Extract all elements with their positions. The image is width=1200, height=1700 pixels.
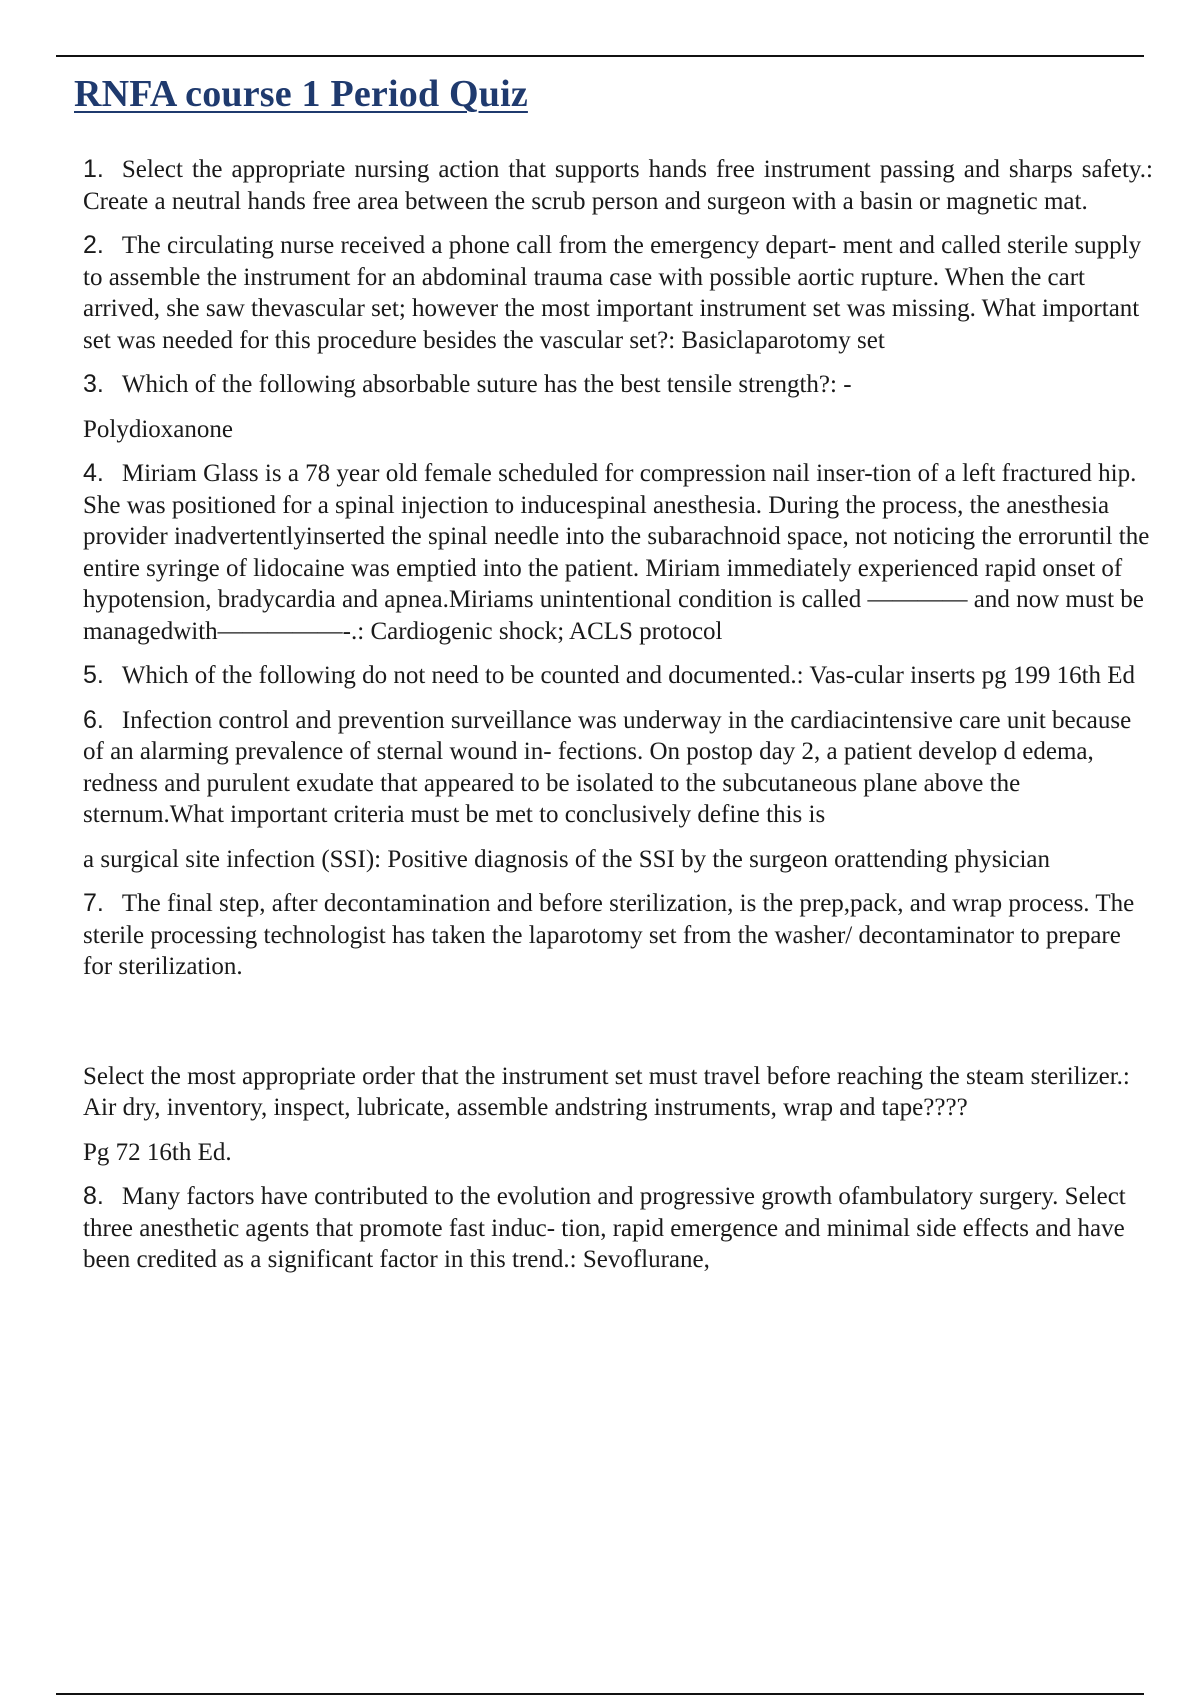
- question-number: 8.: [83, 1182, 104, 1210]
- top-rule: [56, 55, 1144, 57]
- question-text: The circulating nurse received a phone call from the emergency depart- ment and called sterile supply to assemble the instrument for an abdominal trauma case with possible aortic rupture. When the cart arrived, she saw thevascular set; however the most important instrument set was missing. What important set was needed for this procedure besides the vascular set?: Basiclaparotomy set: [83, 232, 1142, 354]
- question-3: [83, 369, 1153, 401]
- question-8: [83, 1181, 1153, 1276]
- question-4: [83, 458, 1153, 647]
- question-5: [83, 660, 1153, 692]
- question-7-note: Pg 72 16th Ed.: [83, 1138, 232, 1166]
- question-text: Miriam Glass is a 78 year old female scheduled for compression nail inser-tion of a left fractured hip. She was positioned for a spinal injection to inducespinal anesthesia. During the process, the anesthesia provider inadvertentlyinserted the spinal needle into the subarachnoid space, not noticing the erroruntil the entire syringe of lidocaine was emptied into the patient. Miriam immediately experienced rapid onset of hypotension, bradycardia and apnea.Miriams unintentional condition is called ———— and now must be managedwith—————-.: Cardiogenic shock; ACLS protocol: [83, 460, 1150, 645]
- question-text: Select the appropriate nursing action that supports hands free instrument passing and sharps safety.: Create a neutral hands free area between the scrub person and surgeon with a basin or magnetic mat.: [83, 156, 1153, 215]
- bottom-rule: [56, 1693, 1144, 1695]
- question-text: The final step, after decontamination and before sterilization, is the prep,pack, and wrap process. The sterile processing technologist has taken the laparotomy set from the washer/ decontaminator to prepare for sterilization.: [83, 890, 1135, 980]
- question-7: [83, 888, 1153, 983]
- question-7-continuation: Select the most appropriate order that the instrument set must travel before reaching the steam sterilizer.: Air dry, inventory, inspect, lubricate, assemble andstring instruments, wrap and tape????: [83, 1062, 1130, 1121]
- question-number: 3.: [83, 370, 104, 398]
- question-text: Which of the following absorbable suture has the best tensile strength?: -: [121, 371, 852, 398]
- question-number: 7.: [83, 889, 104, 917]
- question-text: Infection control and prevention surveillance was underway in the cardiacintensive care unit because of an alarming prevalence of sternal wound in- fections. On postop day 2, a patient develop d edema, redness and purulent exudate that appeared to be isolated to the subcutaneous plane above the sternum.What important criteria must be met to conclusively define this is: [83, 706, 1132, 828]
- question-number: 2.: [83, 231, 104, 259]
- question-3-answer: Polydioxanone: [83, 415, 233, 443]
- question-2: [83, 230, 1153, 356]
- question-text: Which of the following do not need to be counted and documented.: Vas-cular inserts pg 199 16th Ed: [121, 662, 1136, 689]
- question-text: Many factors have contributed to the evolution and progressive growth ofambulatory surgery. Select three anesthetic agents that promote fast induc- tion, rapid emergence and minimal side effects and have been credited as a significant factor in this trend.: Sevoflurane,: [83, 1183, 1126, 1273]
- question-6-continuation: a surgical site infection (SSI): Positive diagnosis of the SSI by the surgeon orattending physician: [83, 845, 1051, 873]
- document-title: RNFA course 1 Period Quiz: [74, 73, 528, 115]
- question-number: 4.: [83, 459, 104, 487]
- question-number: 5.: [83, 661, 104, 689]
- question-number: 1.: [83, 155, 104, 183]
- quiz-content: [83, 154, 1153, 1276]
- question-1: [83, 154, 1153, 217]
- question-6: [83, 705, 1153, 831]
- question-number: 6.: [83, 705, 104, 734]
